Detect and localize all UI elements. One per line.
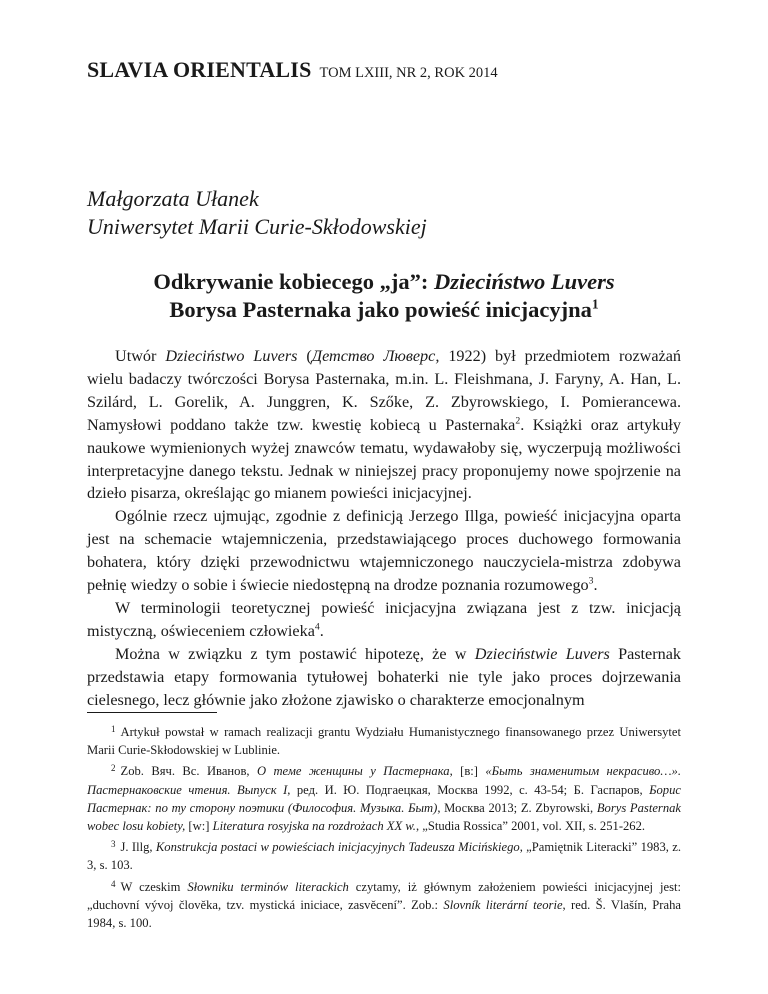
author-affiliation: Uniwersytet Marii Curie-Skłodowskiej [87, 214, 427, 239]
paragraph-3: W terminologii teoretycznej powieść inicjacyjna związana jest z tzw. inicjacją mistyczną, oświeceniem człowieka$^4$. [87, 598, 681, 640]
footnote-1: $^1$ Artykuł powstał w ramach realizacji grantu Wydziału Humanistycznego finansowanego przez Uniwersytet Marii Curie-Skłodowskiej w Lublinie. [87, 724, 681, 758]
footnote-ref[interactable]: 4 [314, 621, 320, 633]
footnote-3: $^3$ J. Illg, Konstrukcja postaci w powieściach inicjacyjnych Tadeusza Micińskiego, „Pamiętnik Literacki” 1983, z. 3, s. 103. [87, 839, 681, 873]
footnote-ref[interactable]: 2 [515, 415, 521, 427]
article-body [87, 345, 681, 712]
journal-header [87, 57, 498, 83]
paragraph-4: Można w związku z tym postawić hipotezę, że w Dzieciństwie Luvers Pasternak przedstawia etapy formowania tytułowej bohaterki nie tyle jako proces dojrzewania cielesnego, lecz głównie jako złożone zjawisko o charakterze emocjonalnym [87, 644, 682, 709]
title-line-2: Borysa Pasternaka jako powieść inicjacyjna$^1$ [169, 296, 599, 322]
footnotes [87, 720, 681, 932]
footnote-divider [87, 712, 217, 713]
article-title [87, 268, 681, 324]
footnote-2: $^2$ Zob. Вяч. Вс. Иванов, О теме женщины у Пастернака, [в:] «Быть знаменитым некрасиво…». Пастернаковские чтения. Выпуск I, ред. И. Ю. Подгаецкая, Москва 1992, с. 43-54; Б. Гаспаров, Борис Пастернак: по ту сторону поэтики (Философия. Музыка. Быт), Москва 2013; Z. Zbyrowski, Borys Pasternak wobec losu kobiety, [w:] Literatura rosyjska na rozdrożach XX w., „Studia Rossica” 2001, vol. XII, s. 251-262. [87, 763, 681, 834]
footnote-ref[interactable]: 3 [588, 575, 594, 587]
footnote-4: $^4$ W czeskim Słowniku terminów literackich czytamy, iż głównym założeniem powieści inicjacyjnej jest: „duchovní vývoj člověka, tzv. mystická iniciace, zasvěcení”. Zob.: Slovník literární teorie, red. Š. Vlašín, Praha 1984, s. 100. [87, 878, 681, 931]
footnote-ref[interactable]: 1 [591, 296, 599, 312]
paragraph-1: Utwór Dzieciństwo Luvers (Детство Люверс, 1922) był przedmiotem rozważań wielu badaczy twórczości Borysa Pasternaka, m.in. L. Fleishmana, J. Faryny, A. Han, L. Szilárd, L. Gorelik, A. Junggren, K. Szőke, Z. Zbyrowskiego, I. Pomierancewa. Namysłowi poddano także tzw. kwestię kobiecą u Pasternaka$^2$. Książki oraz artykuły naukowe wymienionych wyżej znawców tematu, wydawałoby się, wyczerpują możliwości interpretacyjne danego tekstu. Jednak w niniejszej pracy proponujemy nowe spojrzenie na dzieło pisarza, określając go mianem powieści inicjacyjnej. [87, 347, 681, 503]
journal-volume: TOM LXIII, NR 2, ROK 2014 [319, 65, 498, 81]
paragraph-2: Ogólnie rzecz ujmując, zgodnie z definicją Jerzego Illga, powieść inicjacyjna oparta jest na schemacie wtajemniczenia, przedstawiającego proces duchowego formowania bohatera, który dzięki przewodnictwu wtajemniczonego nauczyciela-mistrza zdobywa pełnię wiedzy o sobie i świecie niedostępną na drodze poznania rozumowego$^3$. [87, 507, 681, 595]
author-block [87, 185, 427, 241]
journal-name: SLAVIA ORIENTALIS [87, 57, 312, 82]
title-line-1: Odkrywanie kobiecego „ja”: Dzieciństwo Luvers [153, 269, 615, 294]
author-name: Małgorzata Ułanek [87, 186, 259, 211]
